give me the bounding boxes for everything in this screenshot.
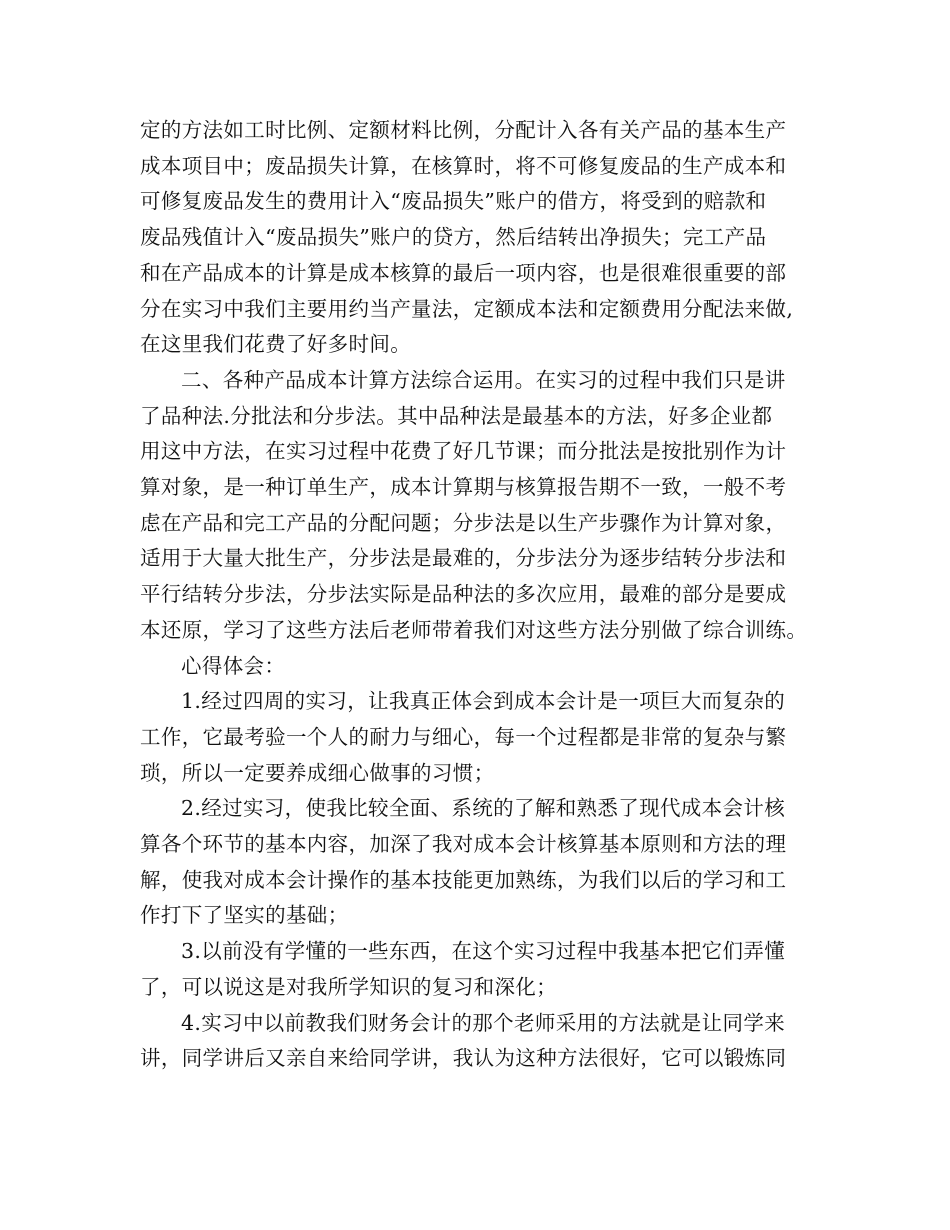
paragraph-reflection-4 [140, 1006, 830, 1077]
text-line: 解，使我对成本会计操作的基本技能更加熟练，为我们以后的学习和工 [140, 867, 787, 892]
document-body [140, 113, 830, 1077]
text-line: 定的方法如工时比例、定额材料比例，分配计入各有关产品的基本生产 [140, 118, 787, 142]
text-line: 算对象，是一种订单生产，成本计算期与核算报告期不一致，一般不考 [140, 475, 787, 500]
text-line: 算各个环节的基本内容，加深了我对成本会计核算基本原则和方法的理 [140, 832, 787, 857]
text-line: 心得体会： [181, 653, 286, 678]
text-line: 可修复废品发生的费用计入“废品损失”账户的借方，将受到的赔款和 [140, 189, 767, 214]
paragraph-reflection-3 [140, 934, 830, 1005]
text-line: 平行结转分步法，分步法实际是品种法的多次应用，最难的部分是要成 [140, 582, 787, 607]
paragraph-reflection-2 [140, 791, 830, 934]
text-line: 讲，同学讲后又亲自来给同学讲，我认为这种方法很好，它可以锻炼同 [140, 1046, 787, 1071]
text-line: 和在产品成本的计算是成本核算的最后一项内容，也是很难很重要的部 [140, 260, 787, 285]
paragraph-reflection-1 [140, 684, 830, 791]
text-line: 适用于大量大批生产，分步法是最难的，分步法分为逐步结转分步法和 [140, 546, 787, 571]
text-line: 本还原，学习了这些方法后老师带着我们对这些方法分别做了综合训练。 [140, 617, 808, 642]
text-line: 琐，所以一定要养成细心做事的习惯； [140, 760, 495, 785]
text-line: 用这中方法，在实习过程中花费了好几节课；而分批法是按批别作为计 [140, 439, 787, 464]
text-line: 作打下了坚实的基础； [140, 903, 349, 928]
text-line: 二、各种产品成本计算方法综合运用。在实习的过程中我们只是讲 [181, 367, 786, 392]
text-line: 成本项目中；废品损失计算，在核算时，将不可修复废品的生产成本和 [140, 153, 787, 178]
paragraph-section-two [140, 363, 830, 649]
text-line: 4.实习中以前教我们财务会计的那个老师采用的方法就是让同学来 [181, 1010, 786, 1035]
text-line: 1.经过四周的实习，让我真正体会到成本会计是一项巨大而复杂的 [181, 689, 786, 714]
text-line: 虑在产品和完工产品的分配问题；分步法是以生产步骤作为计算对象， [140, 510, 787, 535]
text-line: 工作，它最考验一个人的耐力与细心，每一个过程都是非常的复杂与繁 [140, 724, 787, 749]
text-line: 2.经过实习，使我比较全面、系统的了解和熟悉了现代成本会计核 [181, 796, 786, 821]
text-line: 分在实习中我们主要用约当产量法，定额成本法和定额费用分配法来做, [140, 296, 794, 321]
text-line: 3.以前没有学懂的一些东西，在这个实习过程中我基本把它们弄懂 [181, 939, 786, 964]
text-line: 了品种法.分批法和分步法。其中品种法是最基本的方法，好多企业都 [140, 403, 773, 428]
heading-reflections [140, 649, 830, 685]
text-line: 了，可以说这是对我所学知识的复习和深化； [140, 974, 557, 999]
text-line: 废品残值计入“废品损失”账户的贷方，然后结转出净损失；完工产品 [140, 225, 767, 250]
text-line: 在这里我们花费了好多时间。 [140, 332, 412, 357]
paragraph-cost-accounting-methods [140, 113, 830, 363]
